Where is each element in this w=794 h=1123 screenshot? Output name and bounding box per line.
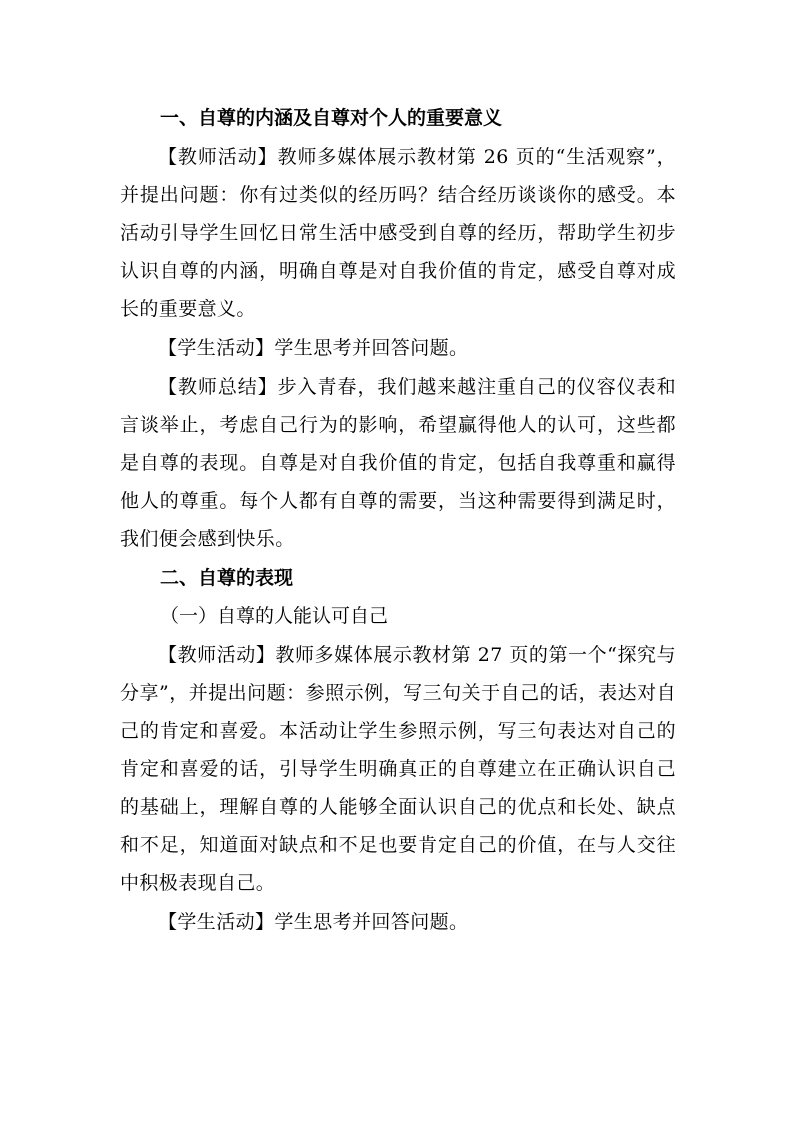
paragraph-teacher-activity-2: 【教师活动】教师多媒体展示教材第 27 页的第一个“探究与分享”，并提出问题：参照示例，写三句关于自己的话，表达对自己的肯定和喜爱。本活动让学生参照示例，写三句表达对自己的肯定和喜爱的话，引导学生明确真正的自尊建立在正确认识自己的基础上，理解自尊的人能够全面认识自己的优点和长处、缺点和不足，知道面对缺点和不足也要肯定自己的价值，在与人交往中积极表现自己。 — [120, 644, 676, 894]
paragraph-student-activity-2: 【学生活动】学生思考并回答问题。 — [158, 911, 469, 933]
document-body — [120, 100, 676, 941]
paragraph-teacher-activity-1: 【教师活动】教师多媒体展示教材第 26 页的“生活观察”，并提出问题：你有过类似的经历吗？结合经历谈谈你的感受。本活动引导学生回忆日常生活中感受到自尊的经历，帮助学生初步认识自尊的内涵，明确自尊是对自我价值的肯定，感受自尊对成长的重要意义。 — [120, 146, 676, 320]
paragraph-student-activity-1: 【学生活动】学生思考并回答问题。 — [158, 337, 469, 359]
section-heading-2: 二、自尊的表现 — [160, 567, 294, 589]
paragraph-teacher-summary: 【教师总结】步入青春，我们越来越注重自己的仪容仪表和言谈举止，考虑自己行为的影响，希望赢得他人的认可，这些都是自尊的表现。自尊是对自我价值的肯定，包括自我尊重和赢得他人的尊重。每个人都有自尊的需要，当这种需要得到满足时，我们便会感到快乐。 — [120, 376, 676, 550]
section-heading-1: 一、自尊的内涵及自尊对个人的重要意义 — [160, 107, 503, 129]
subsection-heading-1: （一）自尊的人能认可自己 — [160, 605, 389, 627]
